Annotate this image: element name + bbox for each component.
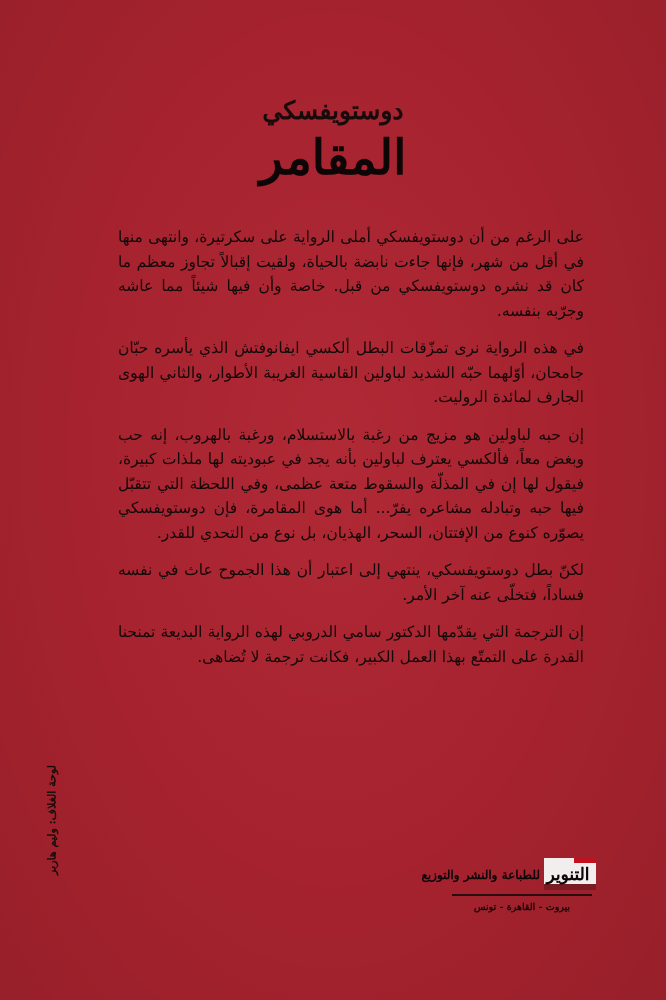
blurb-paragraph: لكنّ بطل دوستويفسكي، ينتهي إلى اعتبار أن هذا الجموح عاث في نفسه فساداً، فتخلّى عنه آخر الأمر. (118, 561, 584, 604)
blurb-paragraph: إن الترجمة التي يقدّمها الدكتور سامي الدروبي لهذه الرواية البديعة تمنحنا القدرة على التمتّع بهذا العمل الكبير، فكانت ترجمة لا تُضاهى. (118, 623, 584, 666)
book-title: المقامر (259, 130, 407, 186)
blurb-paragraph: إن حبه لباولين هو مزيج من رغبة بالاستسلام، ورغبة بالهروب، إنه حب وبغض معاً، فألكسي يعترف لباولين بأنه يجد في عبوديته لها ملذات كبيرة، فيقول لها إن في المذلّة والسقوط متعة عظمى، وفي اللحظة التي تتقبّل فيها حبه وتبادله مشاعره يفرّ... أما هوى المقامرة، فإن دوستويفسكي يصوّره كنوع من الإفتتان، السحر، الهذيان، بل نوع من التحدي للقدر. (118, 425, 584, 542)
author-name: دوستويفسكي (262, 96, 404, 125)
blurb (118, 225, 584, 682)
publisher-block (421, 858, 596, 938)
cover-art-credit: لوحة الغلاف: وليم هاربر (45, 765, 59, 875)
blurb-paragraph: على الرغم من أن دوستويفسكي أملى الرواية على سكرتيرة، وانتهى منها في أقل من شهر، فإنها جاءت نابضة بالحياة، ولقيت إقبالاً تجاوز معظم ما كان قد نشره دوستويفسكي من قبل. خاصة وأن فيها شيئاً مما عاشه وجرّبه بنفسه. (118, 228, 584, 320)
publisher-subtitle: للطباعة والنشر والتوزيع (421, 868, 540, 882)
publisher-name: التنوير (546, 865, 590, 885)
blurb-paragraph: في هذه الرواية نرى تمزّقات البطل ألكسي ايفانوفتش الذي يأسره حبّان جامحان، أوّلهما حبّه الشديد لباولين القاسية الغريبة الأطوار، والثاني الهوى الجارف لمائدة الروليت. (118, 339, 584, 406)
publisher-cities: بيروت - القاهرة - تونس (473, 902, 571, 913)
publisher-divider (452, 894, 592, 896)
